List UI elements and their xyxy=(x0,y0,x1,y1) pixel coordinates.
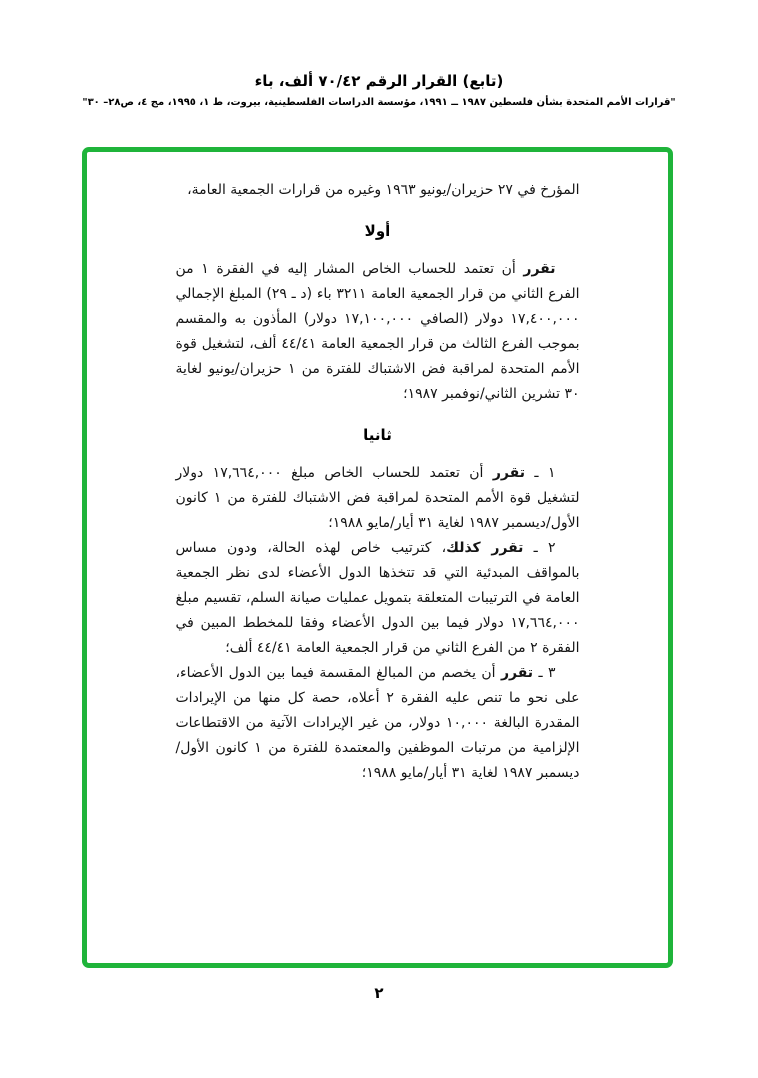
green-content-frame xyxy=(82,147,673,968)
paragraph xyxy=(176,536,580,661)
bold-text-segment: تقرر xyxy=(523,261,556,277)
page-number: ٢ xyxy=(374,984,384,1002)
resolution-title: (تابع) القرار الرقم ٧٠/٤٢ ألف، باء xyxy=(254,72,504,90)
text-segment: ١ ـ xyxy=(524,465,556,481)
text-segment: ٣ ـ xyxy=(533,665,556,681)
section-heading: أولا xyxy=(364,222,391,240)
text-segment: ، كترتيب خاص لهذه الحالة، ودون مساس بالمواقف المبدئية التي قد تتخذها الدول الأعضاء لدى نظر الجمعية العامة في الترتيبات المتعلقة بتمويل عمليات صيانة السلم، تقسيم مبلغ ١٧,٦٦٤,٠٠٠ دولار فيما بين الدول الأعضاء وفقا للمخطط المبين في الفقرة ٢ من الفرع الثاني من قرار الجمعية العامة ٤٤/٤١ ألف؛ xyxy=(175,540,580,656)
page-header xyxy=(0,0,758,108)
paragraph xyxy=(176,461,580,536)
text-segment: أن تعتمد للحساب الخاص المشار إليه في الفقرة ١ من الفرع الثاني من قرار الجمعية العامة ٣٢١١ باء (د ـ ٢٩) المبلغ الإجمالي ١٧,٤٠٠,٠٠٠ دولار (الصافي ١٧,١٠٠,٠٠٠ دولار) المأذون به والمقسم بموجب الفرع الثالث من قرار الجمعية العامة ٤٤/٤١ ألف، لتشغيل قوة الأمم المتحدة لمراقبة فض الاشتباك للفترة من ١ حزيران/يونيو لغاية ٣٠ تشرين الثاني/نوفمبر ١٩٨٧؛ xyxy=(175,261,580,402)
bold-text-segment: تقرر xyxy=(492,465,525,481)
paragraph xyxy=(176,661,580,786)
bold-text-segment: تقرر xyxy=(500,665,534,681)
paragraph xyxy=(176,178,580,203)
section-heading: ثانيا xyxy=(363,426,392,444)
text-segment: أن يخصم من المبالغ المقسمة فيما بين الدول الأعضاء، على نحو ما تنص عليه الفقرة ٢ أعلاه، حصة كل منها من الإيرادات المقدرة البالغة ١٠,٠٠٠ دولار، من غير الإيرادات الآتية من الاقتطاعات الإلزامية من مرتبات الموظفين والمعتمدة للفترة من ١ كانون الأول/ديسمبر ١٩٨٧ لغاية ٣١ أيار/مايو ١٩٨٨؛ xyxy=(175,665,580,781)
text-segment: ٢ ـ xyxy=(523,540,556,556)
text-segment: أن تعتمد للحساب الخاص مبلغ ١٧,٦٦٤,٠٠٠ دولار لتشغيل قوة الأمم المتحدة لمراقبة فض الاشتباك للفترة من ١ كانون الأول/ديسمبر ١٩٨٧ لغاية ٣١ أيار/مايو ١٩٨٨؛ xyxy=(175,465,580,531)
text-segment: المؤرخ في ٢٧ حزيران/يونيو ١٩٦٣ وغيره من قرارات الجمعية العامة، xyxy=(187,182,580,198)
document-body xyxy=(176,178,580,786)
paragraph xyxy=(176,257,580,407)
bold-text-segment: تقرر كذلك xyxy=(446,540,524,556)
source-citation: "قرارات الأمم المتحدة بشأن فلسطين ١٩٨٧ ــ ١٩٩١، مؤسسة الدراسات الفلسطينية، بيروت، ط ١، ١٩٩٥، مج ٤، ص٢٨– ٣٠" xyxy=(82,97,676,108)
